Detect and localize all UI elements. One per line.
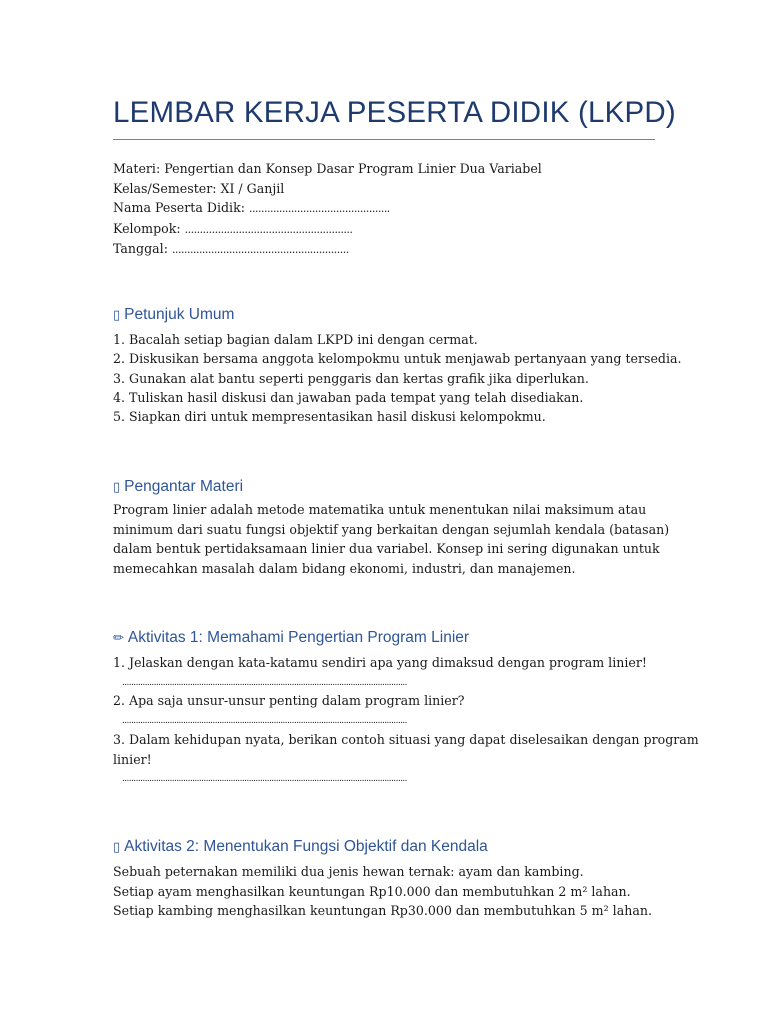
pengantar-heading-text: Pengantar Materi — [124, 478, 244, 495]
pencil-icon: ✏ — [113, 631, 124, 646]
answer-line-1[interactable]: .............................................................................................................................. — [122, 678, 407, 688]
aktivitas1-heading — [113, 629, 469, 647]
list-item: 1. Bacalah setiap bagian dalam LKPD ini dengan cermat. — [113, 332, 478, 347]
meta-nama — [113, 198, 542, 219]
answer-line-3[interactable]: .............................................................................................................................. — [122, 774, 407, 784]
list-item: 5. Siapkan diri untuk mempresentasikan hasil diskusi kelompokmu. — [113, 409, 546, 425]
list-item: 2. Diskusikan bersama anggota kelompokmu untuk menjawab pertanyaan yang tersedia. — [113, 351, 682, 367]
paragraph-line: memecahkan masalah dalam bidang ekonomi, industri, dan manajemen. — [113, 560, 576, 576]
paragraph-line: Program linier adalah metode matematika untuk menentukan nilai maksimum atau — [113, 502, 647, 517]
meta-kelompok — [113, 219, 542, 240]
meta-tanggal — [113, 239, 542, 260]
petunjuk-list — [113, 330, 682, 426]
question-3-line-1: 3. Dalam kehidupan nyata, berikan contoh situasi yang dapat diselesaikan dengan program — [113, 732, 699, 747]
aktivitas2-paragraph — [113, 862, 653, 921]
petunjuk-heading-text: Petunjuk Umum — [124, 306, 235, 323]
placeholder-glyph-icon: ▯ — [113, 308, 121, 323]
kelompok-blank: ........................................................ — [184, 222, 353, 236]
nama-label: Nama Peserta Didik: — [113, 200, 245, 215]
meta-kelas: Kelas/Semester: XI / Ganjil — [113, 180, 285, 196]
aktivitas1-question-2: 2. Apa saja unsur-unsur penting dalam program linier? — [113, 693, 465, 708]
paragraph-line: Sebuah peternakan memiliki dua jenis hewan ternak: ayam dan kambing. — [113, 864, 584, 879]
aktivitas2-heading-text: Aktivitas 2: Menentukan Fungsi Objektif dan Kendala — [124, 838, 488, 855]
list-item: 3. Gunakan alat bantu seperti penggaris dan kertas grafik jika diperlukan. — [113, 370, 589, 386]
paragraph-line: dalam bentuk pertidaksamaan linier dua variabel. Konsep ini sering digunakan untuk — [113, 541, 660, 556]
paragraph-line: minimum dari suatu fungsi objektif yang berkaitan dengan sejumlah kendala (batasan) — [113, 521, 670, 537]
tanggal-blank: ........................................................... — [171, 243, 349, 256]
petunjuk-heading — [113, 306, 234, 324]
paragraph-line: Setiap ayam menghasilkan keuntungan Rp10.000 dan membutuhkan 2 m² lahan. — [113, 883, 631, 899]
pengantar-paragraph — [113, 500, 670, 578]
answer-line-2[interactable]: .............................................................................................................................. — [122, 716, 407, 726]
placeholder-glyph-icon: ▯ — [113, 840, 121, 855]
meta-materi: Materi: Pengertian dan Konsep Dasar Program Linier Dua Variabel — [113, 161, 542, 176]
aktivitas2-heading — [113, 838, 488, 856]
pengantar-heading — [113, 478, 243, 496]
aktivitas1-question-1: 1. Jelaskan dengan kata-katamu sendiri apa yang dimaksud dengan program linier! — [113, 655, 647, 670]
tanggal-label: Tanggal: — [113, 241, 168, 256]
title-underline — [113, 139, 655, 140]
paragraph-line: Setiap kambing menghasilkan keuntungan Rp30.000 dan membutuhkan 5 m² lahan. — [113, 903, 652, 918]
question-3-line-2: linier! — [113, 751, 152, 767]
meta-block — [113, 159, 542, 260]
list-item: 4. Tuliskan hasil diskusi dan jawaban pada tempat yang telah disediakan. — [113, 389, 584, 405]
kelompok-label: Kelompok: — [113, 220, 181, 236]
document-title: LEMBAR KERJA PESERTA DIDIK (LKPD) — [113, 96, 676, 129]
placeholder-glyph-icon: ▯ — [113, 480, 121, 495]
nama-blank: ............................................... — [248, 202, 390, 215]
aktivitas1-question-3 — [113, 730, 699, 769]
aktivitas1-heading-text: Aktivitas 1: Memahami Pengertian Program Linier — [127, 629, 470, 646]
